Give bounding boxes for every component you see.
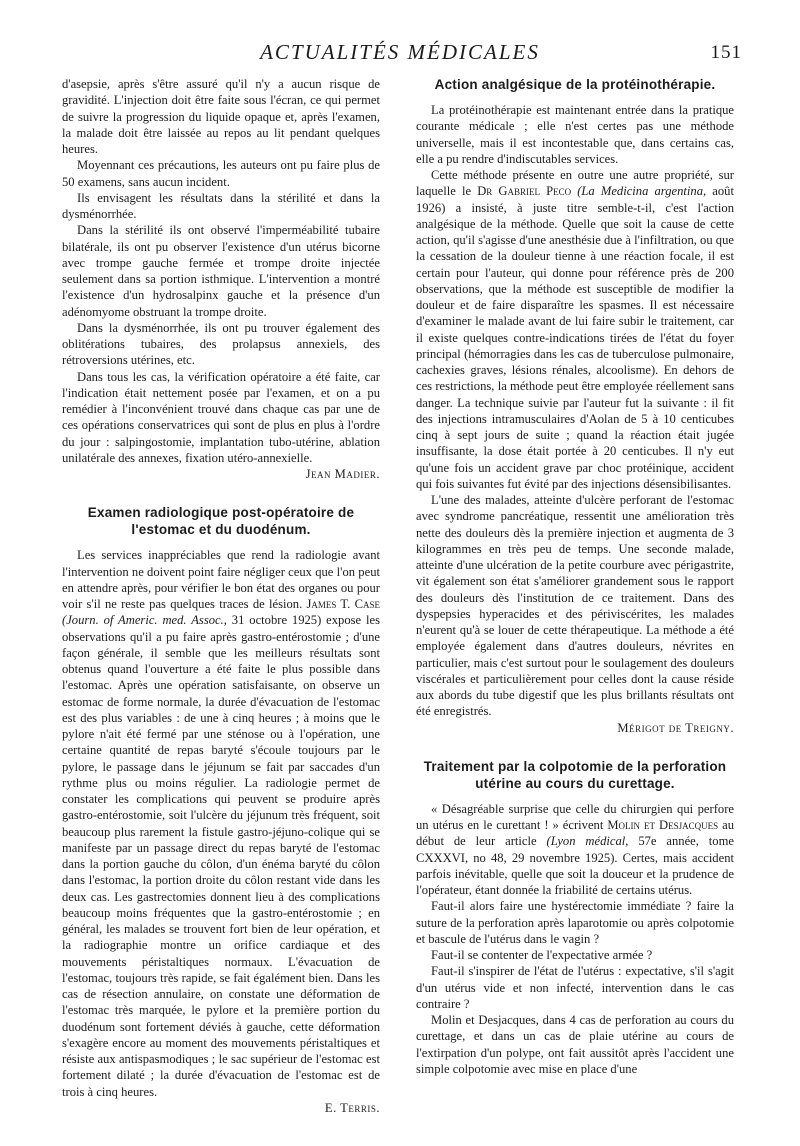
paragraph: Moyennant ces précautions, les auteurs ont pu faire plus de 50 examens, sans aucun incident. [62,158,380,189]
article-title: Action analgésique de la protéinothérapie. [434,77,716,92]
left-column [62,76,380,1116]
article-title: Examen radiologique post-opératoire de l'estomac et du duodénum. [87,505,355,538]
cited-author: Molin et Desjacques [607,818,719,832]
page-number: 151 [710,42,742,63]
paragraph: Faut-il se contenter de l'expectative armée ? [431,948,653,962]
article-title: Traitement par la colpotomie de la perforation utérine au cours du curettage. [423,758,727,791]
right-column [416,76,734,1077]
cited-author: James T. Case [306,597,380,611]
author-signature: E. Terris. [324,1100,380,1115]
paragraph: Molin et Desjacques, dans 4 cas de perforation au cours du curettage, et dans un cas de plaie utérine au cours de l'extirpation d'un polype, ont fait aussitôt après l'accident une simple colpotomie avec mise en place d'une [416,1013,734,1076]
paragraph: d'asepsie, après s'être assuré qu'il n'y a aucun risque de gravidité. L'injection doit être faite sous l'écran, ce qui permet de suivre la progression du liquide opaque et, après l'examen, la malade doit être laissée au repos au lit pendant quelques heures. [62,77,380,156]
author-signature: Mérigot de Treigny. [617,720,734,735]
paragraph: Dans la dysménorrhée, ils ont pu trouver également des oblitérations tubaires, des prolapsus annexiels, des rétroversions utérines, etc. [62,320,380,368]
paragraph: L'une des malades, atteinte d'ulcère perforant de l'estomac avec syndrome pancréatique, ressentit une amélioration très nette des douleurs dès la première injection et augmenta de 3 kilogrammes en très peu de temps. Une seconde malade, atteinte d'une ulcération de la petite courbure avec périgastrite, vit également son état s'améliorer grandement sous le rapport des douleurs dès l'institution de ce traitement. Dans des dyspepsies hyperacides et des périviscérites, les malades n'eurent qu'à se louer de cette thérapeutique. La méthode a été employée également dans d'autres douleurs, névrites en particulier, mais c'est surtout pour le soulagement des douleurs viscérales et particulièrement pour celles dont la cause réside aux abords du tube digestif que les plus brillants résultats ont été enregistrés. [416,493,734,719]
paragraph: Les services inappréciables que rend la radiologie avant l'intervention ne doivent point faire négliger ceux que l'on peut en attendre après, pour vérifier le bon état des organes ou pour voir s'il ne reste pas quelques traces de lésion. James T. Case (Journ. of Americ. med. Assoc., 31 octobre 1925) expose les observations qu'il a pu faire après gastro-entérostomie ; d'une façon générale, il semble que les meilleurs résultats sont obtenus quand l'ouverture a été faite le plus possible dans l'estomac. Après une opération satisfaisante, on observe un estomac de forme normale, la durée d'évacuation de l'estomac est des plus variables : de une à cinq heures ; à moins que le pylore n'ait été fermé par une sténose ou à l'opération, une certaine quantité de repas baryté s'écoule toujours par le pylore, le passage dans le jéjunum se fait par saccades d'un rythme plus ou moins régulier. La radiologie permet de constater les complications qui peuvent se produire après gastro-entérostomie, soit l'ulcère du jéjunum très fréquent, soit beaucoup plus rarement la fistule gastro-jéjuno-colique qui se manifeste par un passage direct du repas baryté de l'estomac dans la portion gauche du côlon, d'un énéma baryté du côlon dans l'estomac, la portion droite du côlon restant vide dans les deux cas. Les gastrectomies donnent lieu à des complications beaucoup moins fréquentes que la gastro-entérostomie ; en général, les malades se trouvent fort bien de leur opération, et la radiographie montre un orifice cardiaque et des mouvements péristaltiques normaux. L'évacuation de l'estomac, toujours très rapide, se fait égalément bien. Dans les cas de résection annulaire, on constate une déformation de l'estomac très marquée, le pylore et la première portion du duodénum sont fortement déviés à gauche, cette déformation s'exagère encore au moment des mouvements péristaltiques et résiste aux antispasmodiques ; le sac supérieur de l'estomac est fortement dilaté ; la durée d'évacuation de l'estomac est de trois à cinq heures. [62,548,381,1099]
cited-author: Dr Gabriel Peco [477,184,572,199]
running-title: ACTUALITÉS MÉDICALES [260,40,540,64]
paragraph: Cette méthode présente en outre une autre propriété, sur laquelle le Dr Gabriel Peco (La Medicina argentina, août 1926) a insisté, à juste titre semble-t-il, c'est l'action analgésique de la méthode. Quelle que soit la cause de cette action, qu'il s'agisse d'une anesthésie due à l'infiltration, ou que la cessation de la douleur tienne à une réaction focale, il est certain pour l'auteur, qui donne pour référence près de 200 observations, que la méthode est susceptible de modifier la douleur et de faire disparaître les spasmes. Il est nécessaire d'examiner le malade avant de lui faire subir le traitement, car il existe quelques contre-indications tirées de l'état du foyer principal (hémorragies dans les cas de tuberculose pulmonaire, cachexies graves, lésions rénales, alcoolisme). En dehors de ces restrictions, la méthode peut être employée réellement sans danger. La technique suivie par l'auteur fut la suivante : il fit des injections intramusculaires d'Aolan de 5 à 10 centicubes cinq à sept jours de suite ; quand la réaction était jugée insuffisante, la dose était portée à 20 centicubes. Il n'y eut qu'une fois un accident grave par choc protéinique, accident qui fois suivantes fut évité par des injections désensibilisantes. [416,168,734,491]
author-signature: Jean Madier. [305,467,380,481]
paragraph: Dans tous les cas, la vérification opératoire a été faite, car l'indication était nettement posée par l'examen, et on a pu remédier à l'inconvénient trouvé dans chaque cas par une de ces opérations conservatrices qui sont de plus en plus à l'ordre du jour : salpingostomie, implantation tubo-utérine, ablation unilatérale des annexes, fixation utéro-annexielle. [62,369,380,465]
paragraph: Dans la stérilité ils ont observé l'imperméabilité tubaire bilatérale, ils ont pu observer l'existence d'un utérus bicorne avec trompe gauche fermée et trompe droite injectée seulement dans sa portion isthmique. L'intervention a montré l'existence d'un hydrosalpinx gauche et la présence d'un adénomyome obstruant la trompe droite. [62,223,380,319]
paragraph: Faut-il alors faire une hystérectomie immédiate ? faire la suture de la perforation après laparotomie ou après colpotomie et bascule de l'utérus dans le vagin ? [416,899,734,946]
paragraph: Ils envisagent les résultats dans la stérilité et dans la dysménorrhée. [62,190,380,221]
journal-reference: (Journ. of Americ. med. Assoc., [62,613,227,628]
journal-reference: (Lyon médical, [546,834,629,849]
journal-reference: (La Medicina argentina, [577,184,707,199]
paragraph: Faut-il s'inspirer de l'état de l'utérus : expectative, s'il s'agit d'un utérus vide et non infecté, intervention dans le cas contraire ? [416,964,734,1011]
paragraph: « Désagréable surprise que celle du chirurgien qui perfore un utérus en le curettant ! » écrivent Molin et Desjacques au début de leur article (Lyon médical, 57e année, tome CXXXVI, no 48, 29 novembre 1925). Certes, mais accident parfois inévitable, quelle que soit la douceur et la prudence de l'opérateur, étant donnée la friabilité de certains utérus. [416,801,735,897]
page-header [0,40,800,70]
paragraph: La protéinothérapie est maintenant entrée dans la pratique courante médicale ; elle n'est certes pas une méthode universelle, mais il est incontestable que, dans certains cas, elle a pu rendre d'indiscutables services. [416,103,734,166]
